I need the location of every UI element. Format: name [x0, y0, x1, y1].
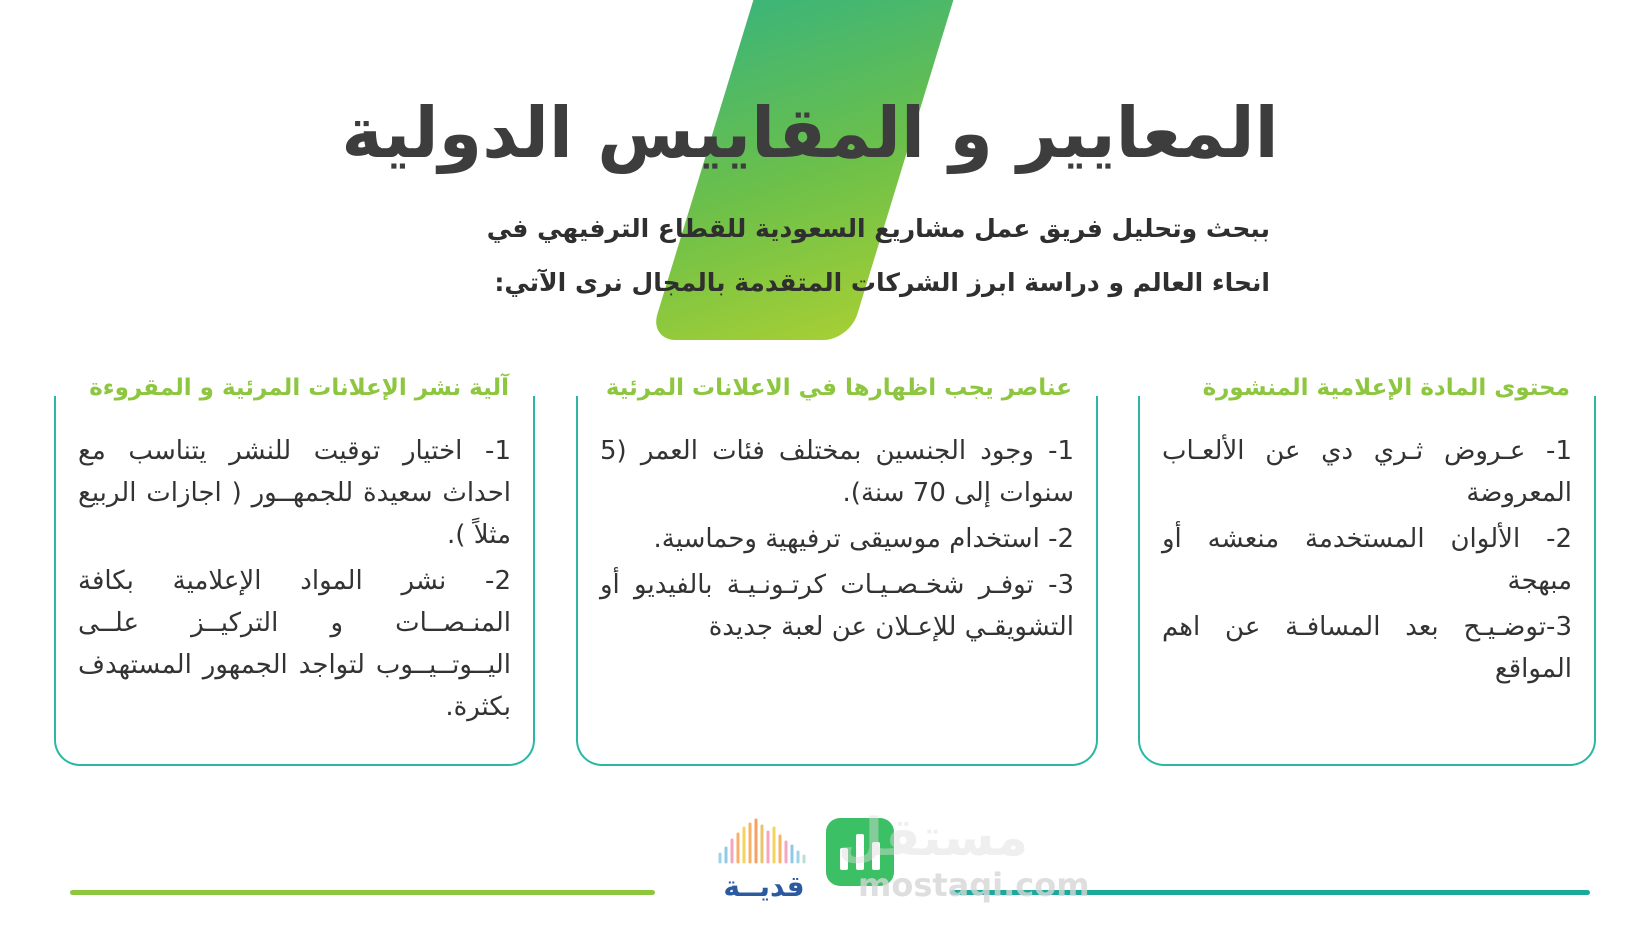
intro-paragraph	[430, 202, 1270, 310]
card-media-content	[1138, 375, 1596, 766]
card-publishing-mechanism	[54, 375, 535, 766]
qidiya-logo-text: قديــة	[723, 870, 805, 903]
intro-line-1: ببحث وتحليل فريق عمل مشاريع السعودية للقطاع الترفيهي في	[486, 214, 1270, 243]
watermark-text: mostaqi.com	[858, 866, 1090, 904]
list-item: 2- الألوان المستخدمة منعشه أو مبهجة	[1162, 524, 1572, 596]
intro-line-2: انحاء العالم و دراسة ابرز الشركات المتقدمة بالمجال نرى الآتي:	[494, 268, 1270, 297]
page-title: المعايير و المقاييس الدولية	[341, 92, 1279, 174]
card-list	[56, 396, 533, 728]
card-title: محتوى المادة الإعلامية المنشورة	[1195, 372, 1578, 404]
list-item: 1- اختيار توقيت للنشر يتناسب مع احداث سعيدة للجمهــور ( اجازات الربيع مثلاً ).	[78, 436, 511, 550]
list-item: 3-توضـيـح بعد المسافـة عن اهم المواقع	[1162, 612, 1572, 684]
list-item: 2- نشر المواد الإعلامية بكافة المنـصــات و التركيــز علــى اليــوتــيــوب لتواجد الجمهور المستهدف بكثرة.	[78, 566, 511, 722]
list-item: 1- عـروض ثـري دي عن الألعـاب المعروضة	[1162, 436, 1572, 508]
card-title: عناصر يجب اظهارها في الاعلانات المرئية	[598, 372, 1080, 404]
list-item: 2- استخدام موسيقى ترفيهية وحماسية.	[653, 524, 1074, 554]
card-list	[1140, 396, 1594, 690]
footer-line-left	[70, 890, 655, 895]
card-list	[578, 396, 1096, 648]
list-item: 3- توفـر شخـصـيـات كرتـونـيـة بالفيديو أو التشويقـي للإعـلان عن لعبة جديدة	[600, 570, 1074, 642]
list-item: 1- وجود الجنسين بمختلف فئات العمر (5 سنوات إلى 70 سنة).	[600, 436, 1074, 508]
card-title: آلية نشر الإعلانات المرئية و المقروءة	[81, 372, 517, 404]
watermark-arabic: مستقل	[838, 808, 1029, 868]
card-ad-elements	[576, 375, 1098, 766]
